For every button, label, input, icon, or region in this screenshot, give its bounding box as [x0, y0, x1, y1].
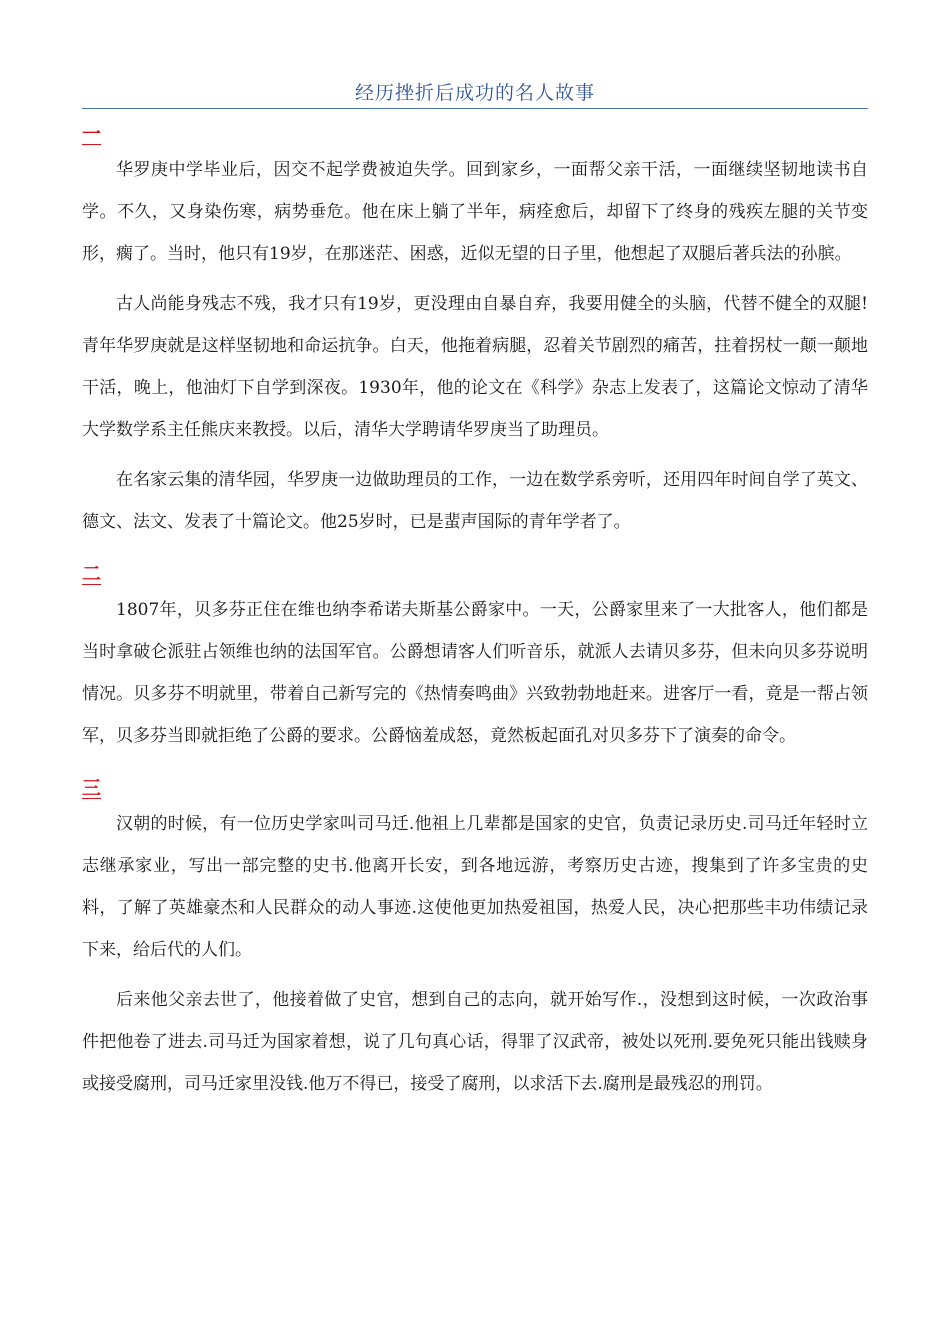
paragraph: 汉朝的时候，有一位历史学家叫司马迁.他祖上几辈都是国家的史官，负责记录历史.司马迁年轻时立志继承家业，写出一部完整的史书.他离开长安，到各地远游，考察历史古迹，搜集到了许多宝贵的史料，了解了英雄豪杰和人民群众的动人事迹.这使他更加热爱祖国，热爱人民，决心把那些丰功伟绩记录下来，给后代的人们。 [82, 814, 868, 960]
paragraph: 古人尚能身残志不残，我才只有19岁，更没理由自暴自弃，我要用健全的头脑，代替不健全的双腿!青年华罗庚就是这样坚韧地和命运抗争。白天，他拖着病腿，忍着关节剧烈的痛苦，拄着拐杖一颠一颠地干活，晚上，他油灯下自学到深夜。1930年，他的论文在《科学》杂志上发表了，这篇论文惊动了清华大学数学系主任熊庆来教授。以后，清华大学聘请华罗庚当了助理员。 [82, 294, 868, 440]
paragraph: 1807年，贝多芬正住在维也纳李希诺夫斯基公爵家中。一天，公爵家里来了一大批客人，他们都是当时拿破仑派驻占领维也纳的法国军官。公爵想请客人们听音乐，就派人去请贝多芬，但未向贝多芬说明情况。贝多芬不明就里，带着自己新写完的《热情奏鸣曲》兴致勃勃地赶来。进客厅一看，竟是一帮占领军，贝多芬当即就拒绝了公爵的要求。公爵恼羞成怒，竟然板起面孔对贝多芬下了演奏的命令。 [82, 600, 868, 746]
section-3 [82, 757, 868, 1105]
paragraph: 在名家云集的清华园，华罗庚一边做助理员的工作，一边在数学系旁听，还用四年时间自学了英文、德文、法文、发表了十篇论文。他25岁时，已是蜚声国际的青年学者了。 [82, 470, 868, 532]
section-1 [82, 109, 868, 543]
paragraph: 后来他父亲去世了，他接着做了史官，想到自己的志向，就开始写作.，没想到这时候，一次政治事件把他卷了进去.司马迁为国家着想，说了几句真心话，得罪了汉武帝，被处以死刑.要免死只能出钱赎身或接受腐刑，司马迁家里没钱.他万不得已，接受了腐刑，以求活下去.腐刑是最残忍的刑罚。 [82, 990, 868, 1094]
section-2 [82, 543, 868, 757]
document-title: 经历挫折后成功的名人故事 [354, 82, 595, 104]
document-page [82, 0, 868, 1105]
section-marker: 三 [82, 777, 102, 799]
section-marker: 二 [82, 563, 102, 585]
paragraph: 华罗庚中学毕业后，因交不起学费被迫失学。回到家乡，一面帮父亲干活，一面继续坚韧地读书自学。不久，又身染伤寒，病势垂危。他在床上躺了半年，病痊愈后，却留下了终身的残疾左腿的关节变形，瘸了。当时，他只有19岁，在那迷茫、困惑，近似无望的日子里，他想起了双腿后著兵法的孙膑。 [82, 160, 868, 264]
section-marker: 一 [82, 123, 102, 145]
